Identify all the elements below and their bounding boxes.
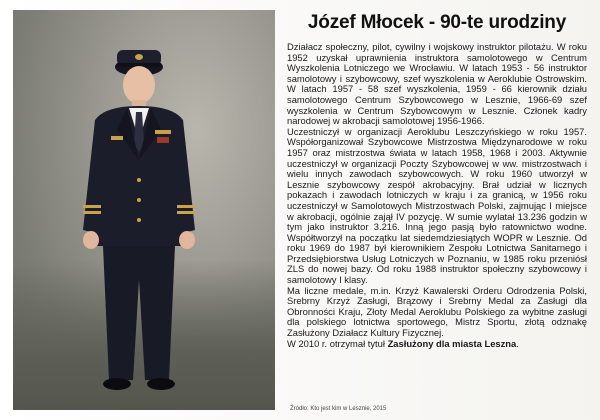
award-prefix: W 2010 r. otrzymał tytuł [287, 337, 388, 349]
source-note: Źródło: Kto jest kim w Lesznie, 2015 [290, 406, 387, 412]
pilot-portrait-illustration [13, 10, 275, 410]
page-title: Józef Młocek - 90-te urodziny [307, 12, 567, 33]
portrait-photo [13, 10, 275, 410]
bio-paragraph: Ma liczne medale, m.in. Krzyż Kawalerski Orderu Odrodzenia Polski, Srebrny Krzyż Zasługi, Brązowy i Srebrny Medal za Zasługi dla Obronności Kraju, Złoty Medal Aeroklubu Polskiego za wybitne zasługi dla polskiego lotnictwa sportowego, Mistrz Sportu, złotą odznakę Zasłużony Działacz Kultury Fizycznej. [287, 284, 587, 339]
award-suffix: . [516, 337, 519, 349]
award-title: Zasłużony dla miasta Leszna [387, 337, 517, 349]
bio-paragraph: Uczestniczył w organizacji Aeroklubu Leszczyńskiego w roku 1957. Współorganizował Szybowcowe Mistrzostwa Międzynarodowe w roku 1957 oraz mistrzostwa świata w latach 1958, 1968 i 2003. Aktywnie uczestniczył w organizacji Poczty Szybowcowej w ww. mistrzostwach i wielu innych zawodach szybowcowych. W roku 1960 utworzył w Lesznie szybowcowy zespół akrobacyjny. Brał udział w licznych pokazach i zawodach lotniczych w kraju i za granicą, w 1956 roku uczestniczył w Samolotowych Mistrzostwach Polski, zajmując I miejsce w akrobacji, ogólnie zajął IV pozycję. W sumie wylatał 13.236 godzin w tym jako instruktor 3.216. Inną jego pasją było ratownictwo wodne. Współtworzył na początku lat siedemdziesiątych WOPR w Lesznie. Od roku 1969 do 1987 był kierownikiem Zespołu Lotnictwa Sanitarnego i Przedsiębiorstwa Usług Lotniczych w Poznaniu, w 1985 roku przeniósł ZLS do nowej bazy. Od roku 1988 instruktor społeczny szybowcowy i samolotowy I klasy. [287, 125, 587, 286]
bio-paragraph: Działacz społeczny, pilot, cywilny i wojskowy instruktor pilotażu. W roku 1952 uzyskał uprawnienia instruktora samolotowego w Centrum Wyszkolenia Lotniczego we Wrocławiu. W latach 1953 - 56 instruktor samolotowy i szybowcowy, szef wyszkolenia w Aeroklubie Ostrowskim. W latach 1957 - 58 szef wyszkolenia, 1959 - 66 kierownik działu samolotowego Centrum Szybowcowego w Lesznie, 1966-69 szef wyszkolenia w Centrum Szybowcowym w Lesznie. Członek kadry narodowej w akrobacji samolotowej 1956-1966. [287, 41, 587, 127]
bio-paragraph-award [287, 339, 587, 350]
biography [287, 42, 587, 349]
